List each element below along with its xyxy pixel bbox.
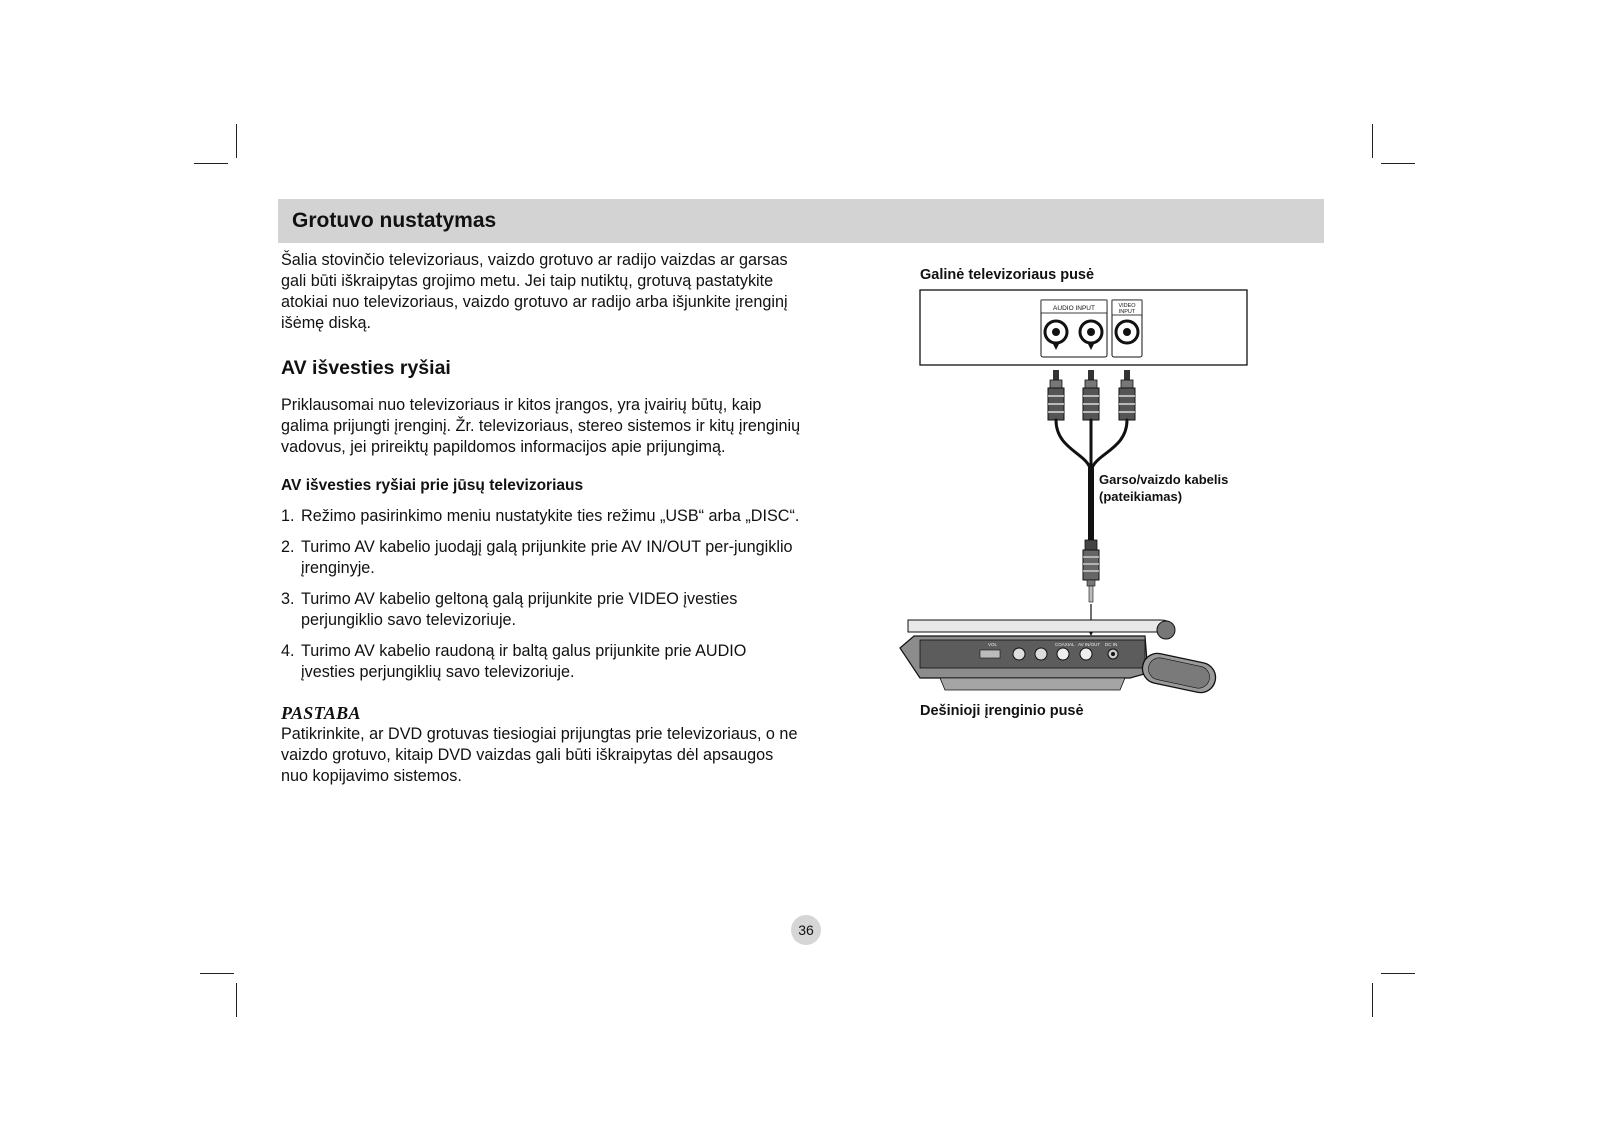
- main-text-column: [281, 250, 801, 787]
- crop-mark: [1381, 163, 1415, 164]
- jack-video: [1116, 321, 1138, 343]
- dvd-player-side: [900, 620, 1218, 695]
- device-label-vol: VOL: [988, 642, 998, 647]
- crop-mark: [194, 163, 228, 164]
- step-number: 2.: [281, 538, 295, 556]
- plug-video: [1119, 370, 1135, 420]
- section-heading: AV išvesties ryšiai: [281, 357, 451, 379]
- diagram-drawing: [880, 258, 1260, 728]
- device-label-avinout: AV IN/OUT: [1078, 642, 1101, 647]
- section-body: Priklausomai nuo televizoriaus ir kitos įrangos, yra įvairių būtų, kaip galima prijungti įrenginį. Žr. televizoriaus, stereo sistemos ir kitų įrenginių vadovus, jei prireiktų papildomos informacijos apie prijungimą.: [281, 396, 801, 456]
- cable-caption-line-2: (pateikiamas): [1099, 489, 1183, 504]
- step-text: Režimo pasirinkimo meniu nustatykite ties režimu „USB“ arba „DISC“.: [301, 507, 800, 525]
- step-number: 3.: [281, 590, 295, 608]
- step-item: [281, 506, 801, 527]
- intro-paragraph: Šalia stovinčio televizoriaus, vaizdo grotuvo ar radijo vaizdas ar garsas gali būti iškraipytas grojimo metu. Jei taip nutiktų, grotuvą pastatykite atokiai nuo televizoriaus, vaizdo grotuvo ar radijo arba išjunkite įrenginį išėmę diską.: [281, 251, 788, 332]
- step-number: 4.: [281, 642, 295, 660]
- device-side-caption: Dešinioji įrenginio pusė: [920, 703, 1084, 719]
- plug-audio-right: [1083, 370, 1099, 420]
- crop-mark: [1372, 983, 1373, 1017]
- video-input-label-2: INPUT: [1118, 309, 1136, 315]
- connection-diagram: [880, 258, 1260, 728]
- crop-mark: [236, 124, 237, 158]
- tv-rear-caption: Galinė televizoriaus pusė: [920, 267, 1095, 283]
- step-text: Turimo AV kabelio geltoną galą prijunkite prie VIDEO įvesties perjungiklio savo televizoriuje.: [301, 590, 738, 629]
- step-number: 1.: [281, 507, 295, 525]
- crop-mark: [1372, 124, 1373, 158]
- title-bar: [278, 199, 1324, 243]
- step-item: [281, 589, 801, 631]
- page-number: 36: [791, 915, 821, 945]
- step-item: [281, 537, 801, 579]
- steps-list: [281, 506, 801, 683]
- section-subheading: AV išvesties ryšiai prie jūsų televizoriaus: [281, 477, 584, 494]
- step-item: [281, 641, 801, 683]
- page-title: Grotuvo nustatymas: [292, 209, 497, 232]
- crop-mark: [1381, 973, 1415, 974]
- video-input-label-1: VIDEO: [1118, 303, 1136, 309]
- step-text: Turimo AV kabelio juodąjį galą prijunkite prie AV IN/OUT per-jungiklio įrenginyje.: [301, 538, 793, 577]
- cable-caption-line-1: Garso/vaizdo kabelis: [1099, 472, 1229, 487]
- crop-mark: [200, 973, 234, 974]
- device-label-coaxial: COAXIAL: [1055, 642, 1075, 647]
- note-title: PASTABA: [281, 703, 361, 723]
- crop-mark: [236, 983, 237, 1017]
- mini-jack-plug: [1083, 540, 1099, 602]
- device-label-dcin: DC IN: [1105, 642, 1118, 647]
- step-text: Turimo AV kabelio raudoną ir baltą galus prijunkite prie AUDIO įvesties perjungiklių savo televizoriuje.: [301, 642, 747, 681]
- audio-input-label: AUDIO INPUT: [1053, 305, 1095, 312]
- plug-audio-left: [1048, 370, 1064, 420]
- note-text: Patikrinkite, ar DVD grotuvas tiesiogiai prijungtas prie televizoriaus, o ne vaizdo grotuvo, kitaip DVD vaizdas gali būti iškraipytas dėl apsaugos nuo kopijavimo sistemos.: [281, 725, 798, 785]
